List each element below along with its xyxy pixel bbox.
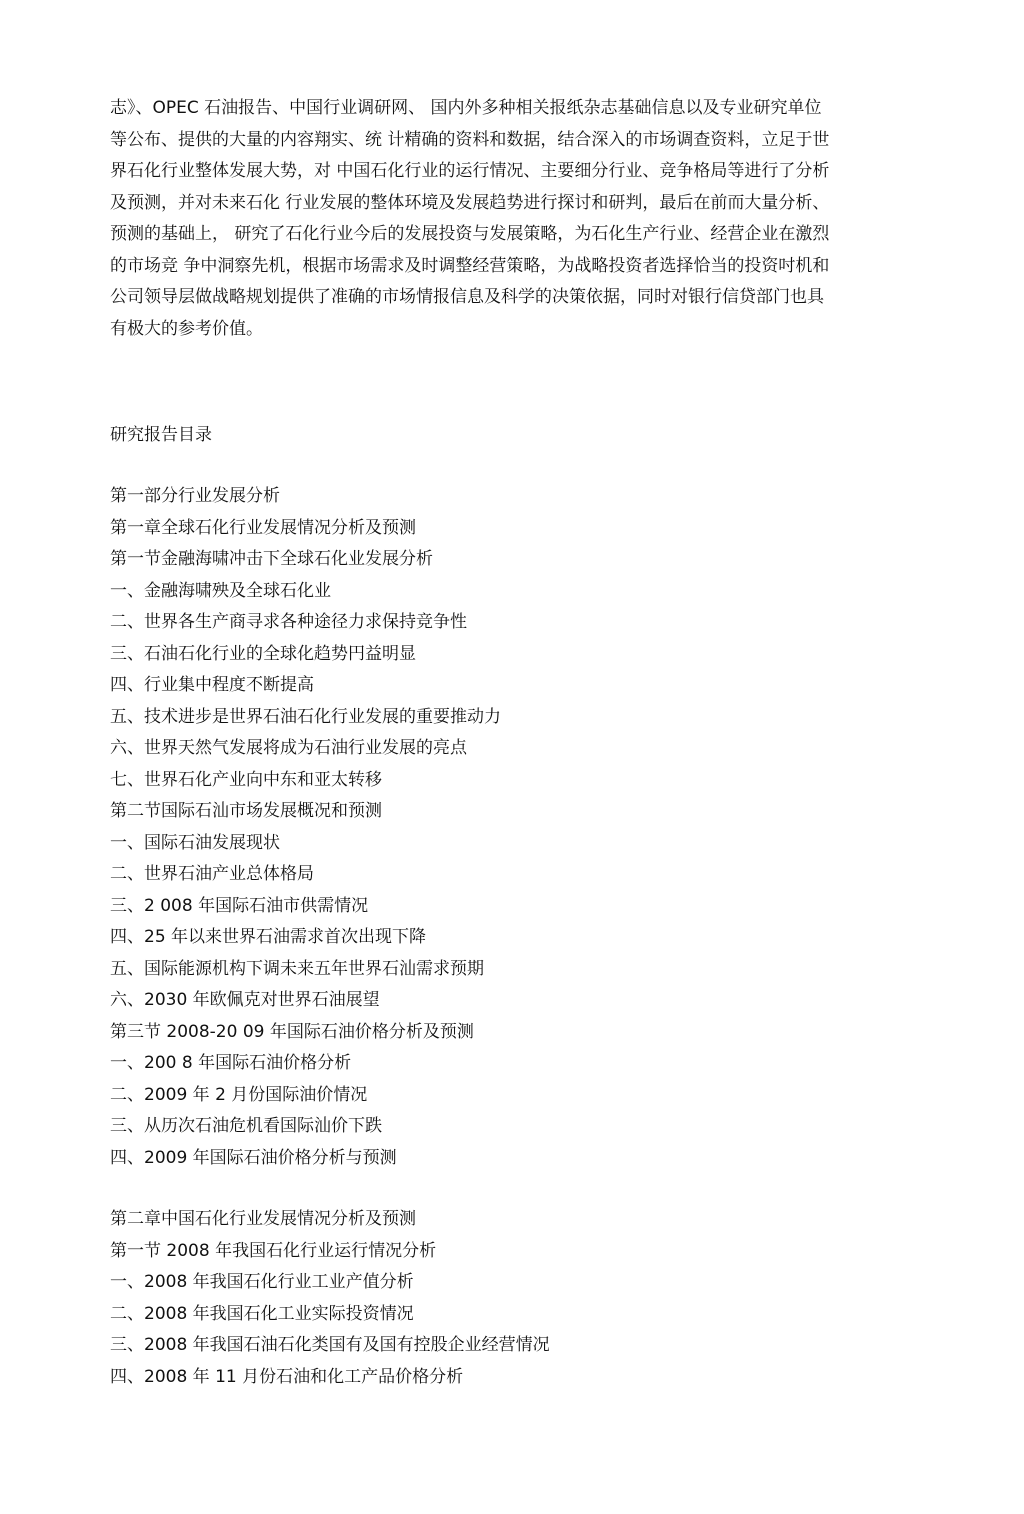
toc-item: 三、2 008 年国际石油市供需情况 <box>110 895 369 916</box>
toc-item: 三、从历次石油危机看国际汕价下跌 <box>110 1116 382 1136</box>
intro-line: 公司领导层做战略规划提供了准确的市场情报信息及科学的决策依据，同时对银行信贷部门也具 <box>110 287 824 307</box>
intro-line: 有极大的参考价值。 <box>110 318 263 339</box>
toc-item: 五、技术进步是世界石油石化行业发展的重要推动力 <box>110 706 501 727</box>
toc-item: 二、世界石油产业总体格局 <box>110 864 314 884</box>
toc-item: 六、世界天然气发展将成为石油行业发展的亮点 <box>110 738 467 758</box>
toc-item: 一、金融海啸殃及全球石化业 <box>110 580 331 601</box>
intro-paragraph <box>110 93 920 345</box>
toc-item: 七、世界石化产业向中东和亚太转移 <box>110 769 382 790</box>
toc-item: 一、国际石油发展现状 <box>110 832 280 853</box>
toc-item: 二、2008 年我国石化工业实际投资情况 <box>110 1303 414 1324</box>
toc-item: 一、200 8 年国际石油价格分析 <box>110 1053 352 1073</box>
toc-item: 三、石油石化行业的全球化趋势円益明显 <box>110 643 416 664</box>
toc-item: 第一章全球石化行业发展情况分析及预测 <box>110 517 416 538</box>
toc-item: 二、2009 年 2 月份国际油价情况 <box>110 1084 368 1105</box>
toc-list <box>110 484 930 1177</box>
intro-line: 等公布、提供的大量的内容翔实、统 计精确的资料和数据，结合深入的市场调查资料，立足于世 <box>110 129 830 150</box>
toc-item: 第二章中国石化行业发展情况分析及预测 <box>110 1209 416 1229</box>
toc-item: 第一节金融海啸冲击下全球石化业发展分析 <box>110 549 433 569</box>
toc-item: 四、2009 年国际石油价格分析与预测 <box>110 1147 397 1168</box>
intro-line: 的市场竞 争中洞察先机，根据市场需求及时调整经营策略，为战略投资者选择恰当的投资吋机和 <box>110 255 830 276</box>
intro-line: 志》、OPEC 石油报告、中国行业调研网、 国内外多种相关报纸杂志基础信息以及专业研究单位 <box>110 98 822 118</box>
toc-item: 四、25 年以来世界石油需求首次出现下降 <box>110 927 427 947</box>
intro-line: 界石化行业整体发展大势，对 中国石化行业的运行情况、主要细分行业、竞争格局等进行了分析 <box>110 161 830 181</box>
toc-item: 第三节 2008-20 09 年国际石油价格分析及预测 <box>110 1021 474 1042</box>
toc-item: 四、2008 年 11 月份石油和化工产品价格分析 <box>110 1366 464 1387</box>
toc-item: 第一节 2008 年我国石化行业运行情况分析 <box>110 1240 437 1261</box>
toc-item: 六、2030 年欧佩克对世界石油展望 <box>110 990 380 1010</box>
toc-item: 第二节国际石汕市场发展概况和预测 <box>110 801 382 821</box>
toc-item: 第一部分行业发展分析 <box>110 486 280 506</box>
toc-item: 三、2008 年我国石油石化类国有及国有控股企业经营情况 <box>110 1335 550 1355</box>
toc-item: 四、行业集中程度不断提高 <box>110 675 314 695</box>
toc-item: 一、2008 年我国石化行业工业产值分析 <box>110 1272 414 1292</box>
intro-line: 及预测，并对未来石化 行业发展的整体环境及发展趋势进行探讨和研判，最后在前而大量分析、 <box>110 192 830 213</box>
toc-item: 五、国际能源机构下调未来五年世界石汕需求预期 <box>110 958 484 979</box>
toc-heading: 研究报告目录 <box>110 425 212 445</box>
toc-list <box>110 1207 930 1396</box>
intro-line: 预测的基础上， 研究了石化行业今后的发展投资与发展策略，为石化生产行业、经营企业在激烈 <box>110 224 830 244</box>
toc-item: 二、世界各生产商寻求各种途径力求保持竞争性 <box>110 612 467 632</box>
